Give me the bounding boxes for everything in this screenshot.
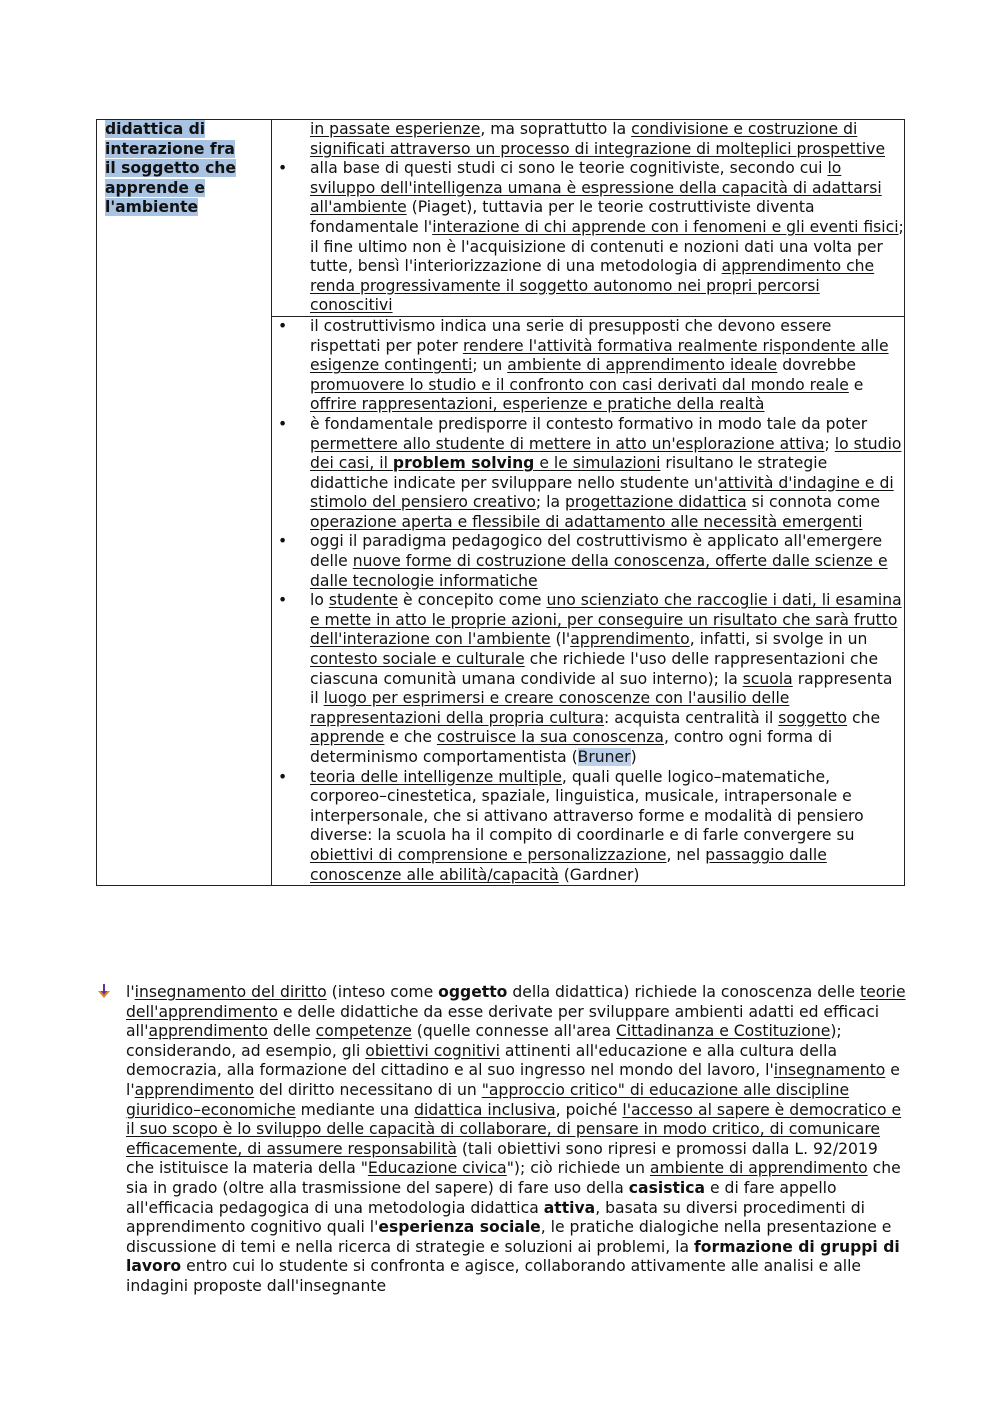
text-run: uno scienziato che raccoglie i dati, li esamina e mette in atto le proprie azioni, per conseguire un risultato che sarà frutto dell'interazione con l'ambiente <box>310 591 902 649</box>
text-run: (Piaget), tuttavia per le teorie costruttiviste diventa fondamentale l' <box>310 198 815 236</box>
left-header-line: interazione fra <box>105 139 235 158</box>
text-run: oggetto <box>438 983 508 1001</box>
text-run: mediante una <box>295 1100 415 1119</box>
text-run: didattica inclusiva <box>414 1100 556 1119</box>
text-run: rendere l'attività formativa realmente rispondente alle esigenze contingenti <box>310 336 889 375</box>
text-run: (l' <box>550 630 571 649</box>
text-run: e le simulazioni <box>534 454 661 473</box>
text-run: che sia in grado (oltre alla trasmissione del sapere) di fare uso della <box>126 1159 901 1197</box>
text-run: ); considerando, ad esempio, gli <box>126 1022 842 1060</box>
text-run: nuove forme di costruzione della conoscenza, offerte dalle scienze e dalle tecnologie informatiche <box>310 552 888 590</box>
text-run: , nel <box>666 845 706 864</box>
text-run: esperienza sociale <box>378 1218 541 1237</box>
text-run: della didattica) richiede la conoscenza delle <box>507 983 860 1001</box>
text-run: risultano le strategie didattiche indicate per sviluppare nello studente un' <box>310 454 828 492</box>
text-run: operazione aperta e flessibile di adattamento alle necessità emergenti <box>310 512 863 531</box>
arrow-bullet-icon <box>96 984 112 1000</box>
text-run: soggetto <box>778 708 848 727</box>
bullet-list <box>272 317 904 885</box>
text-run: progettazione didattica <box>564 493 747 512</box>
text-run: in passate esperienze <box>310 120 481 138</box>
text-run: che richiede l'uso delle rappresentazioni che ciascuna comunità umana condivide al suo interno); la <box>310 650 879 688</box>
text-run: formazione di gruppi di lavoro <box>126 1237 900 1276</box>
paragraph-block <box>96 983 908 1297</box>
text-run: apprende <box>310 728 385 747</box>
text-run: (inteso come <box>326 983 439 1001</box>
text-run: che <box>847 708 881 727</box>
text-run: del diritto necessitano di un <box>254 1080 482 1099</box>
bullet-icon: • <box>278 767 288 786</box>
text-run: e delle didattiche da esse derivate per sviluppare ambienti adatti ed efficaci all' <box>126 1002 880 1041</box>
text-run: lo studio dei casi, il <box>310 434 902 473</box>
text-run: attività d'indagine e di stimolo del pensiero creativo <box>310 473 894 512</box>
bullet-icon: • <box>278 316 288 335</box>
left-header-cell <box>97 120 272 886</box>
bullet-icon: • <box>278 159 288 178</box>
text-run: alla base di questi studi ci sono le teorie cognitiviste, secondo cui <box>310 159 828 178</box>
text-run: Bruner <box>577 748 631 766</box>
text-run: obiettivi cognitivi <box>365 1041 500 1060</box>
text-run: problem solving <box>392 454 535 473</box>
right-cell-row1 <box>272 120 905 317</box>
text-run: , infatti, si svolge in un <box>689 630 868 649</box>
text-run: Educazione civica <box>367 1159 507 1178</box>
text-run: entro cui lo studente si confronta e agisce, collaborando attivamente alle analisi e alle indagini proposte dall'insegnante <box>126 1257 862 1295</box>
text-run: , quali quelle logico–matematiche, corporeo–cinestetica, spaziale, linguistica, musicale, intrapersonale e interpersonale, che si attivano attraverso forme e modalità di pensiero diverse: la scuola ha il compito di coordinarle e di farle convergere su <box>310 767 864 845</box>
left-header-line: il soggetto che <box>105 159 236 178</box>
list-item <box>272 591 904 767</box>
list-item <box>272 768 904 886</box>
text-run: (quelle connesse all'area <box>411 1022 616 1041</box>
text-run: passaggio dalle conoscenze alle abilità/capacità <box>310 845 827 884</box>
text-run: si connota come <box>746 493 880 512</box>
text-run: apprendimento che renda progressivamente il soggetto autonomo nei propri percorsi conoscitivi <box>310 257 875 315</box>
list-item <box>272 317 904 415</box>
bullet-list <box>272 120 904 316</box>
text-run: rappresenta il <box>310 669 893 708</box>
text-run: luogo per esprimersi e creare conoscenze con l'ausilio delle rappresentazioni della propria cultura <box>310 689 790 727</box>
text-run: , ma soprattutto la <box>480 120 632 138</box>
left-header-line: l'ambiente <box>105 198 199 217</box>
text-run: lo <box>310 591 329 610</box>
text-run: attinenti all'educazione e alla cultura della democrazia, alla formazione del cittadino e al suo ingresso nel mondo del lavoro, l' <box>126 1041 838 1080</box>
text-run: (Gardner) <box>558 865 640 884</box>
text-run: : acquista centralità il <box>604 708 779 727</box>
text-run: offrire rappresentazioni, esperienze e pratiche della realtà <box>310 395 765 414</box>
text-run: è fondamentale predisporre il contesto formativo in modo tale da poter <box>310 414 868 433</box>
text-run: ; la <box>535 493 565 512</box>
text-run: studente <box>328 591 399 610</box>
text-run: l'accesso al sapere è democratico e il suo scopo è lo sviluppo delle capacità di collaborare, di pensare in modo critico, di comunicare efficacemente, di assumere responsabilità <box>126 1100 902 1158</box>
bullet-icon: • <box>278 414 288 433</box>
text-run: e di fare appello all'efficacia pedagogica di una metodologia didattica <box>126 1178 837 1217</box>
text-run: (tali obiettivi sono ripresi e promossi dalla L. 92/2019 che istituisce la materia della " <box>126 1139 878 1178</box>
paragraph-text <box>126 983 908 1297</box>
text-run: oggi il paradigma pedagogico del costruttivismo è applicato all'emergere delle <box>310 532 883 571</box>
text-run: contesto sociale e culturale <box>310 650 525 669</box>
text-run: ; un <box>472 356 508 375</box>
text-run: costruisce la sua conoscenza <box>436 728 664 747</box>
left-header <box>105 120 271 218</box>
text-run: insegnamento del diritto <box>134 983 327 1001</box>
text-run: scuola <box>742 669 793 688</box>
text-run: condivisione e costruzione di significati attraverso un processo di integrazione di molteplici prospettive <box>310 120 886 158</box>
text-run: competenze <box>315 1022 412 1041</box>
right-cell-row2 <box>272 316 905 885</box>
text-run: casistica <box>628 1178 706 1197</box>
text-run: apprendimento <box>570 630 690 649</box>
text-run: "); ciò richiede un <box>506 1159 650 1178</box>
table-row <box>97 120 905 317</box>
list-item <box>272 120 904 159</box>
text-run: apprendimento <box>134 1080 255 1099</box>
text-run: , le pratiche dialogiche nella presentazione e discussione di temi e nella ricerca di strategie e soluzioni ai problemi, la <box>126 1218 892 1256</box>
text-run: delle <box>267 1022 316 1041</box>
text-run: ambiente di apprendimento <box>649 1159 868 1178</box>
text-run: , basata su diversi procedimenti di apprendimento cognitivo quali l' <box>126 1198 865 1237</box>
text-run: obiettivi di comprensione e personalizzazione <box>310 845 667 864</box>
text-run: ) <box>630 748 637 766</box>
text-run: "approccio critico" di educazione alle discipline giuridico–economiche <box>126 1080 850 1119</box>
text-run: promuovere lo studio e il confronto con casi derivati dal mondo reale <box>310 375 849 394</box>
list-item <box>272 532 904 591</box>
text-run: e <box>848 375 864 394</box>
bullet-icon: • <box>278 591 288 610</box>
text-run: e che <box>384 728 437 747</box>
bullet-icon: • <box>278 532 288 551</box>
text-run: ambiente di apprendimento ideale <box>507 356 778 375</box>
text-run: , poiché <box>555 1100 623 1119</box>
text-run: è concepito come <box>398 591 547 610</box>
text-run: teorie dell'apprendimento <box>126 983 906 1021</box>
text-run: e l' <box>126 1061 900 1099</box>
text-run: , contro ogni forma di determinismo comportamentista ( <box>310 728 833 766</box>
text-run: teoria delle intelligenze multiple <box>310 767 562 786</box>
text-run: il costruttivismo indica una serie di presupposti che devono essere rispettati per poter <box>310 316 832 355</box>
text-run: insegnamento <box>773 1061 886 1080</box>
list-item <box>272 159 904 316</box>
text-run: l' <box>126 983 135 1001</box>
content-table <box>96 119 905 886</box>
text-run: apprendimento <box>148 1022 268 1041</box>
text-run: interazione di chi apprende con i fenomeni e gli eventi fisici <box>432 217 899 236</box>
text-run: ; <box>824 434 835 453</box>
left-header-line: didattica di <box>105 120 206 138</box>
text-run: ; il fine ultimo non è l'acquisizione di contenuti e nozioni dati una volta per tutte, bensì l'interiorizzazione di una metodologia di <box>310 217 904 276</box>
text-run: permettere allo studente di mettere in atto un'esplorazione attiva <box>310 434 825 453</box>
left-header-line: apprende e <box>105 178 205 197</box>
list-item <box>272 415 904 533</box>
text-run: attiva <box>543 1198 596 1217</box>
text-run: Cittadinanza e Costituzione <box>615 1022 831 1041</box>
text-run: dovrebbe <box>777 356 856 375</box>
text-run: lo sviluppo dell'intelligenza umana è espressione della capacità di adattarsi all'ambiente <box>310 159 882 217</box>
